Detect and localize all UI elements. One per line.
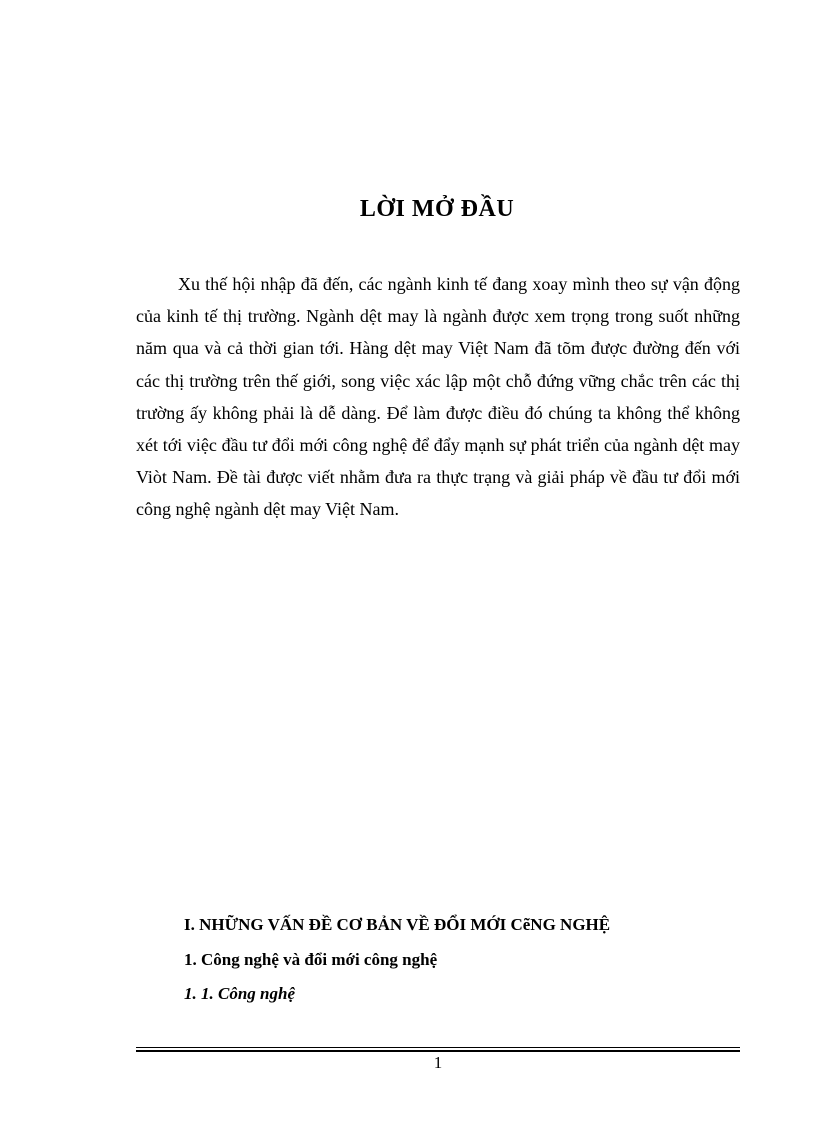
sub-heading: 1. Công nghệ và đổi mới công nghệ	[184, 950, 438, 969]
footer-divider	[136, 1047, 740, 1052]
page-title: LỜI MỞ ĐẦU	[359, 196, 515, 222]
sub-sub-heading: 1. 1. Công nghệ	[184, 984, 295, 1003]
intro-paragraph: Xu thế hội nhập đã đến, các ngành kinh tế đang xoay mình theo sự vận động của kinh tế thị trường. Ngành dệt may là ngành được xem trọng trong suốt những năm qua và cả thời gian tới. Hàng dệt may Việt Nam đã tõm được đường đến với các thị trường trên thế giới, song việc xác lập một chỗ đứng vững chắc trên các thị trường ấy không phải là dễ dàng. Để làm được điều đó chúng ta không thể không xét tới việc đầu tư đổi mới công nghệ để đẩy mạnh sự phát triển của ngành dệt may Viòt Nam. Đề tài được viết nhằm đưa ra thực trạng và giải pháp về đầu tư đổi mới công nghệ ngành dệt may Việt Nam.	[136, 274, 740, 520]
page-number: 1	[433, 1053, 443, 1072]
section-heading: I. NHỮNG VẤN ĐỀ CƠ BẢN VỀ ĐỔI MỚI CẽNG NGHỆ	[184, 915, 611, 934]
